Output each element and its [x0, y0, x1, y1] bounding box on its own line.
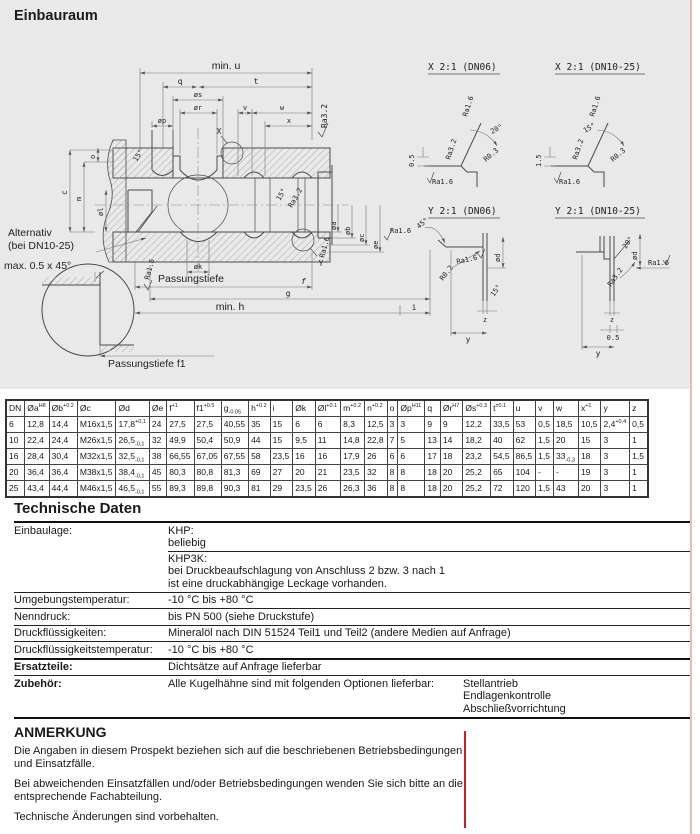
table-cell: 54,5 [491, 449, 514, 465]
table-cell: 90,3 [221, 481, 248, 498]
table-cell: 23,5 [270, 449, 293, 465]
tech-rows [14, 523, 690, 719]
tech-row-label: Druckflüssigkeitstemperatur: [14, 643, 153, 656]
column-header: $Øl^{+0.1}$ [315, 400, 340, 417]
table-cell: 36,4 [49, 465, 77, 481]
tech-row [14, 523, 690, 593]
tech-options-wrap [168, 678, 690, 716]
detail-y-dn10-25 [555, 206, 670, 358]
table-cell: 36 [365, 481, 388, 498]
table-cell: M46x1,5 [77, 481, 116, 498]
column-header: $f^{+1}$ [167, 400, 194, 417]
label-alternativ-1: Alternativ [8, 227, 52, 239]
detail-title: X 2:1 (DN06) [428, 62, 497, 73]
tech-row-label: Druckflüssigkeiten: [14, 627, 107, 640]
tech-options-intro: Alle Kugelhähne sind mit folgenden Optionen lieferbar: [168, 677, 435, 690]
column-header: $x^{+1}$ [578, 400, 601, 417]
anmerkung-paragraph: Technische Änderungen sind vorbehalten. [14, 810, 219, 823]
table-cell: 9 [425, 417, 440, 433]
table-cell: 26 [315, 481, 340, 498]
page-edge-line [690, 0, 692, 834]
table-cell: 20 [6, 465, 25, 481]
tech-value-line: -10 °C bis +80 °C [168, 643, 254, 656]
tech-value-group [168, 551, 690, 591]
detail-title: Y 2:1 (DN06) [428, 206, 497, 217]
table-cell: 23,5 [293, 481, 316, 498]
tech-option: Endlagenkontrolle [463, 690, 552, 703]
dim-label-od: ød [631, 251, 639, 260]
table-cell: 26,3 [341, 481, 365, 498]
surface-label-ra32-mid: Ra3.2 [286, 186, 305, 209]
technical-drawing [0, 0, 700, 392]
table-cell: 9,5 [293, 433, 316, 449]
table-cell: - [536, 465, 554, 481]
table-cell: 30,4 [49, 449, 77, 465]
table-cell: 40 [491, 433, 514, 449]
table-row [6, 465, 648, 481]
surface-label-ra16: Ra1.6 [455, 253, 479, 266]
column-header: v [536, 400, 554, 417]
table-cell: 19 [578, 465, 601, 481]
table-cell: 69 [249, 465, 271, 481]
table-cell: 1,5 [630, 449, 648, 465]
table-cell: 25 [6, 481, 25, 498]
dim-label-ob: øb [344, 226, 352, 235]
tech-value-line: Mineralöl nach DIN 51524 Teil1 und Teil2 (andere Medien auf Anfrage) [168, 627, 511, 640]
column-header: w [553, 400, 578, 417]
table-cell: $2,4^{+0,4}$ [601, 417, 630, 433]
table-cell: 12,2 [463, 417, 491, 433]
detail-marker-x: X [216, 127, 222, 136]
dim-label-w: w [279, 104, 285, 112]
column-header: Ød [116, 400, 149, 417]
table-cell: 0,5 [536, 417, 554, 433]
surface-label-ra32: Ra3.2 [571, 138, 586, 161]
column-header: $h^{+0.2}$ [249, 400, 271, 417]
table-cell: 23,2 [463, 449, 491, 465]
table-cell: 14 [440, 433, 462, 449]
table-cell: 81,3 [221, 465, 248, 481]
table-cell: $38,4_{-0,1}$ [116, 465, 149, 481]
table-cell: 89,3 [167, 481, 194, 498]
detail-x-dn10-25 [535, 62, 645, 187]
table-cell: 29 [270, 481, 293, 498]
table-cell: 8 [398, 481, 425, 498]
tech-row-value [168, 678, 690, 716]
table-cell: 6 [387, 449, 398, 465]
tech-row-value [168, 594, 690, 607]
table-cell: 7 [387, 433, 398, 449]
table-cell: 65 [491, 465, 514, 481]
tech-value-line: bis PN 500 (siehe Druckstufe) [168, 610, 315, 623]
table-cell: 80,3 [167, 465, 194, 481]
table-cell: 3 [601, 481, 630, 498]
table-cell: 20 [578, 481, 601, 498]
table-cell: M32x1,5 [77, 449, 116, 465]
header-row [6, 400, 648, 417]
table-row [6, 481, 648, 498]
angle-label-15-mid: 15° [274, 187, 289, 202]
table-cell: 21 [315, 465, 340, 481]
table-cell: 66,55 [167, 449, 194, 465]
tech-value-line: KHP: [168, 524, 194, 537]
radius-label: R0.3 [482, 146, 501, 164]
column-header: $t^{\pm 0.1}$ [491, 400, 514, 417]
table-cell: 1,5 [536, 433, 554, 449]
technical-data-heading: Technische Daten [14, 500, 690, 523]
table-cell: 18,2 [463, 433, 491, 449]
anmerkung-section [14, 724, 466, 831]
table-cell: 67,55 [221, 449, 248, 465]
tech-row-value [168, 627, 690, 640]
tech-row-label: Ersatzteile: [14, 661, 73, 674]
dim-label-os: øs [193, 91, 203, 99]
table-cell: 15 [270, 417, 293, 433]
label-min-h: min. h [215, 301, 245, 313]
table-cell: 49,9 [167, 433, 194, 449]
table-cell: 14,8 [341, 433, 365, 449]
table-cell: 24,4 [49, 433, 77, 449]
table-cell: 27,5 [167, 417, 194, 433]
table-cell: 18,5 [553, 417, 578, 433]
table-cell: 17,9 [341, 449, 365, 465]
surface-label-ra16-top: Ra1.6 [461, 95, 476, 118]
column-header: q [425, 400, 440, 417]
table-cell: 25,2 [463, 481, 491, 498]
dim-label-oa: øa [330, 221, 338, 230]
table-cell: M16x1,5 [77, 417, 116, 433]
dim-label-g: g [285, 289, 291, 298]
table-cell: 44 [249, 433, 271, 449]
tech-value-line: bei Druckbeaufschlagung von Anschluss 2 bzw. 3 nach 1 [168, 565, 446, 578]
detail-y-dn06 [415, 206, 506, 344]
table-cell: 6 [6, 417, 25, 433]
table-cell: 3 [601, 465, 630, 481]
angle-label-15-left: 15° [131, 148, 146, 163]
label-passungstiefe-f1: Passungstiefe f1 [108, 358, 186, 370]
table-cell: $26,5_{-0,1}$ [116, 433, 149, 449]
angle-label: 20° [489, 122, 505, 136]
table-cell: 20 [440, 465, 462, 481]
tech-row [14, 660, 690, 677]
table-cell: 44,4 [49, 481, 77, 498]
surface-label-ra16-right: Ra1.6 [318, 236, 332, 259]
table-cell: 38 [149, 449, 166, 465]
table-cell: 35 [249, 417, 271, 433]
table-cell: 18 [578, 449, 601, 465]
surface-label-ra16-bottom: Ra1.6 [432, 178, 454, 186]
column-header: $Øp^{H11}$ [398, 400, 425, 417]
tech-row-label: Einbaulage: [14, 524, 73, 537]
page-title: Einbauraum [14, 8, 98, 24]
surface-label-ra16: Ra1.6 [648, 259, 670, 267]
tech-row-label: Umgebungstemperatur: [14, 594, 130, 607]
dim-label-c: c [60, 190, 69, 195]
table-cell: 86,5 [513, 449, 536, 465]
tech-value-line: beliebig [168, 537, 206, 550]
table-cell: 18 [425, 481, 440, 498]
column-header: o [387, 400, 398, 417]
table-cell: 6 [398, 449, 425, 465]
column-header: $Øa^{H8}$ [25, 400, 49, 417]
tech-value-group [168, 644, 690, 657]
technical-data-section [14, 500, 690, 719]
table-cell: 16 [315, 449, 340, 465]
tech-row [14, 642, 690, 660]
table-cell: 3 [601, 449, 630, 465]
table-cell: 16 [293, 449, 316, 465]
table-cell: 16 [6, 449, 25, 465]
dimensions-table [5, 399, 649, 498]
tech-row-value [168, 611, 690, 624]
table-cell: $32,5_{-0,1}$ [116, 449, 149, 465]
dim-label-i: i [411, 303, 417, 312]
table-cell: 8 [398, 465, 425, 481]
dim-label-t: t [253, 77, 259, 86]
dim-label-o: o [89, 154, 97, 159]
table-cell: 3 [601, 433, 630, 449]
tech-value-line: Dichtsätze auf Anfrage lieferbar [168, 661, 322, 674]
tech-value-line: ist eine druckabhängige Leckage vorhanden. [168, 577, 387, 590]
table-cell: $17,8^{+0,1}$ [116, 417, 149, 433]
table-cell: 80,8 [194, 465, 221, 481]
table-cell: 1,5 [536, 481, 554, 498]
tech-value-line: -10 °C bis +80 °C [168, 594, 254, 607]
angle-label-15: 15° [489, 283, 503, 299]
dim-label-step: 1.5 [535, 154, 543, 167]
table-cell: 22,4 [25, 433, 49, 449]
tech-options-list [463, 678, 566, 716]
table-cell: 10,5 [578, 417, 601, 433]
table-cell: 14,4 [49, 417, 77, 433]
table-cell: 26 [365, 449, 388, 465]
table-cell: 3 [387, 417, 398, 433]
tech-row [14, 609, 690, 626]
table-cell: 50,4 [194, 433, 221, 449]
tech-value-line: KHP3K: [168, 552, 208, 565]
column-header: $f1^{+0.5}$ [194, 400, 221, 417]
radius-label: R0.3 [609, 146, 628, 164]
table-row [6, 433, 648, 449]
table-cell: 18 [440, 449, 462, 465]
table-cell: 120 [513, 481, 536, 498]
dim-label-ol: øl [97, 207, 105, 216]
table-cell: 27,5 [194, 417, 221, 433]
column-header: $n^{+0.2}$ [365, 400, 388, 417]
dim-label-q: q [177, 77, 183, 86]
table-cell: 40,55 [221, 417, 248, 433]
table-cell: 55 [149, 481, 166, 498]
table-cell: 1 [630, 433, 648, 449]
tech-value-group [168, 611, 690, 624]
table-cell: 33,5 [491, 417, 514, 433]
surface-label-ra16-bottom: Ra1.6 [143, 258, 157, 281]
detail-marker-y: Y [318, 259, 324, 268]
table-cell: 13 [425, 433, 440, 449]
tech-row [14, 676, 690, 719]
table-row [6, 449, 648, 465]
column-header: $m^{+0.2}$ [341, 400, 365, 417]
table-cell: 9 [440, 417, 462, 433]
table-cell: 58 [249, 449, 271, 465]
table-cell: 8,3 [341, 417, 365, 433]
table-cell: 20 [440, 481, 462, 498]
dimensions-table-head [6, 400, 648, 417]
table-cell: 62 [513, 433, 536, 449]
dim-label-x: x [286, 117, 292, 125]
table-cell: M26x1,5 [77, 433, 116, 449]
radius-label: R0.2 [438, 264, 455, 283]
tech-value-group [168, 661, 690, 674]
table-cell: 8 [387, 465, 398, 481]
table-cell: 15 [270, 433, 293, 449]
dim-label-oc: øc [358, 233, 366, 242]
table-cell: 1 [630, 465, 648, 481]
table-cell: 50,9 [221, 433, 248, 449]
label-alternativ-2: (bei DN10-25) [8, 240, 74, 252]
table-cell: $33_{-0,3}$ [553, 449, 578, 465]
label-max-chamfer: max. 0.5 x 45° [4, 260, 72, 272]
table-cell: 17 [425, 449, 440, 465]
dim-label-ok: øk [193, 263, 203, 271]
column-header: Øc [77, 400, 116, 417]
angle-label-45: 45° [415, 216, 430, 231]
dim-label-op: øp [157, 117, 167, 125]
table-cell: 1 [630, 481, 648, 498]
dim-label-or: ør [193, 104, 203, 112]
dim-label-y: y [465, 335, 471, 344]
column-header: y [601, 400, 630, 417]
table-cell: 24 [149, 417, 166, 433]
revision-bar [464, 731, 466, 828]
table-cell: 43,4 [25, 481, 49, 498]
surface-label-ra32: Ra3.2 [444, 138, 459, 161]
table-cell: 15 [578, 433, 601, 449]
table-cell: 32 [149, 433, 166, 449]
column-header: DN [6, 400, 25, 417]
table-cell: 8 [387, 481, 398, 498]
table-cell: 18 [425, 465, 440, 481]
anmerkung-paragraph: Bei abweichenden Einsatzfällen und/oder Betriebsbedingungen wenden Sie sich bitte an die entsprechende Fachabteilung. [14, 777, 463, 803]
table-cell: 43 [553, 481, 578, 498]
dim-label-m: m [75, 196, 83, 201]
table-cell: 10 [6, 433, 25, 449]
column-header: $Øs^{+0.3}$ [463, 400, 491, 417]
table-cell: 6 [293, 417, 316, 433]
table-cell: 1,5 [536, 449, 554, 465]
surface-label-ra32-top: Ra3.2 [320, 103, 329, 128]
tech-option: Stellantrieb [463, 677, 519, 690]
column-header: i [270, 400, 293, 417]
table-cell: 81 [249, 481, 271, 498]
angle-label: 15° [582, 121, 597, 135]
surface-label-ra16-top: Ra1.6 [588, 95, 603, 118]
table-cell: 36,4 [25, 465, 49, 481]
angle-label-20: 20° [621, 235, 635, 251]
table-cell: 45 [149, 465, 166, 481]
tech-option: Abschließvorrichtung [463, 702, 566, 715]
anmerkung-heading: ANMERKUNG [14, 724, 107, 740]
label-passungstiefe-f: f [301, 277, 306, 286]
dim-label-z: z [609, 316, 615, 324]
surface-label-ra16-far: Ra1.6 [390, 227, 412, 235]
column-header: z [630, 400, 648, 417]
dim-label-v: v [242, 104, 248, 112]
tech-row [14, 593, 690, 610]
table-cell: 25,2 [463, 465, 491, 481]
surface-label-ra32: Ra3.2 [606, 266, 625, 289]
table-cell: 27 [270, 465, 293, 481]
tech-row-label: Nenndruck: [14, 610, 71, 623]
dim-label-step: 0.5 [408, 154, 416, 167]
column-header: $Ør^{H7}$ [440, 400, 462, 417]
table-cell: 23,5 [341, 465, 365, 481]
tech-row [14, 626, 690, 643]
dim-label-y: y [595, 349, 601, 358]
table-cell: 22,8 [365, 433, 388, 449]
column-header: Øe [149, 400, 166, 417]
tech-value-group [168, 627, 690, 640]
table-cell: M38x1,5 [77, 465, 116, 481]
table-cell: 20 [293, 465, 316, 481]
dim-label-z: z [482, 316, 488, 324]
detail-title: Y 2:1 (DN10-25) [555, 206, 641, 217]
dim-label-od: ød [494, 253, 502, 262]
table-cell: 3 [398, 417, 425, 433]
table-cell: - [553, 465, 578, 481]
anmerkung-paragraph: Die Angaben in diesem Prospekt beziehen sich auf die beschriebenen Betriebsbedingungen und Einsatzfälle. [14, 745, 463, 770]
dim-label-min-u: min. u [211, 60, 241, 72]
table-cell: 104 [513, 465, 536, 481]
tech-row-value [168, 661, 690, 674]
column-header: u [513, 400, 536, 417]
table-cell: 20 [553, 433, 578, 449]
table-row [6, 417, 648, 433]
table-cell: 67,05 [194, 449, 221, 465]
table-cell: 11 [315, 433, 340, 449]
table-cell: $46,5_{-0,1}$ [116, 481, 149, 498]
table-cell: 0,5 [630, 417, 648, 433]
main-view-labels [4, 60, 417, 370]
table-cell: 6 [315, 417, 340, 433]
column-header: $g_{-0.05}$ [221, 400, 248, 417]
tech-row-value [168, 644, 690, 657]
table-cell: 72 [491, 481, 514, 498]
table-cell: 12,8 [25, 417, 49, 433]
column-header: Øk [293, 400, 316, 417]
detail-title: X 2:1 (DN10-25) [555, 62, 641, 73]
tech-row-label: Zubehör: [14, 677, 62, 690]
table-cell: 28,4 [25, 449, 49, 465]
label-passungstiefe: Passungstiefe [158, 273, 224, 285]
column-header: $Øb^{+0.2}$ [49, 400, 77, 417]
table-cell: 53 [513, 417, 536, 433]
tech-row-value [168, 525, 690, 591]
detail-x-dn06 [408, 62, 504, 187]
dimensions-table-body [6, 417, 648, 498]
table-cell: 12,5 [365, 417, 388, 433]
surface-label-ra16-bottom: Ra1.6 [559, 178, 581, 186]
table-cell: 32 [365, 465, 388, 481]
dim-label-05: 0.5 [606, 334, 620, 342]
tech-value-group [168, 594, 690, 607]
table-cell: 5 [398, 433, 425, 449]
anmerkung-paragraphs [14, 745, 466, 824]
dim-label-oe: øe [372, 240, 380, 249]
tech-value-group [168, 525, 690, 550]
table-cell: 89,8 [194, 481, 221, 498]
